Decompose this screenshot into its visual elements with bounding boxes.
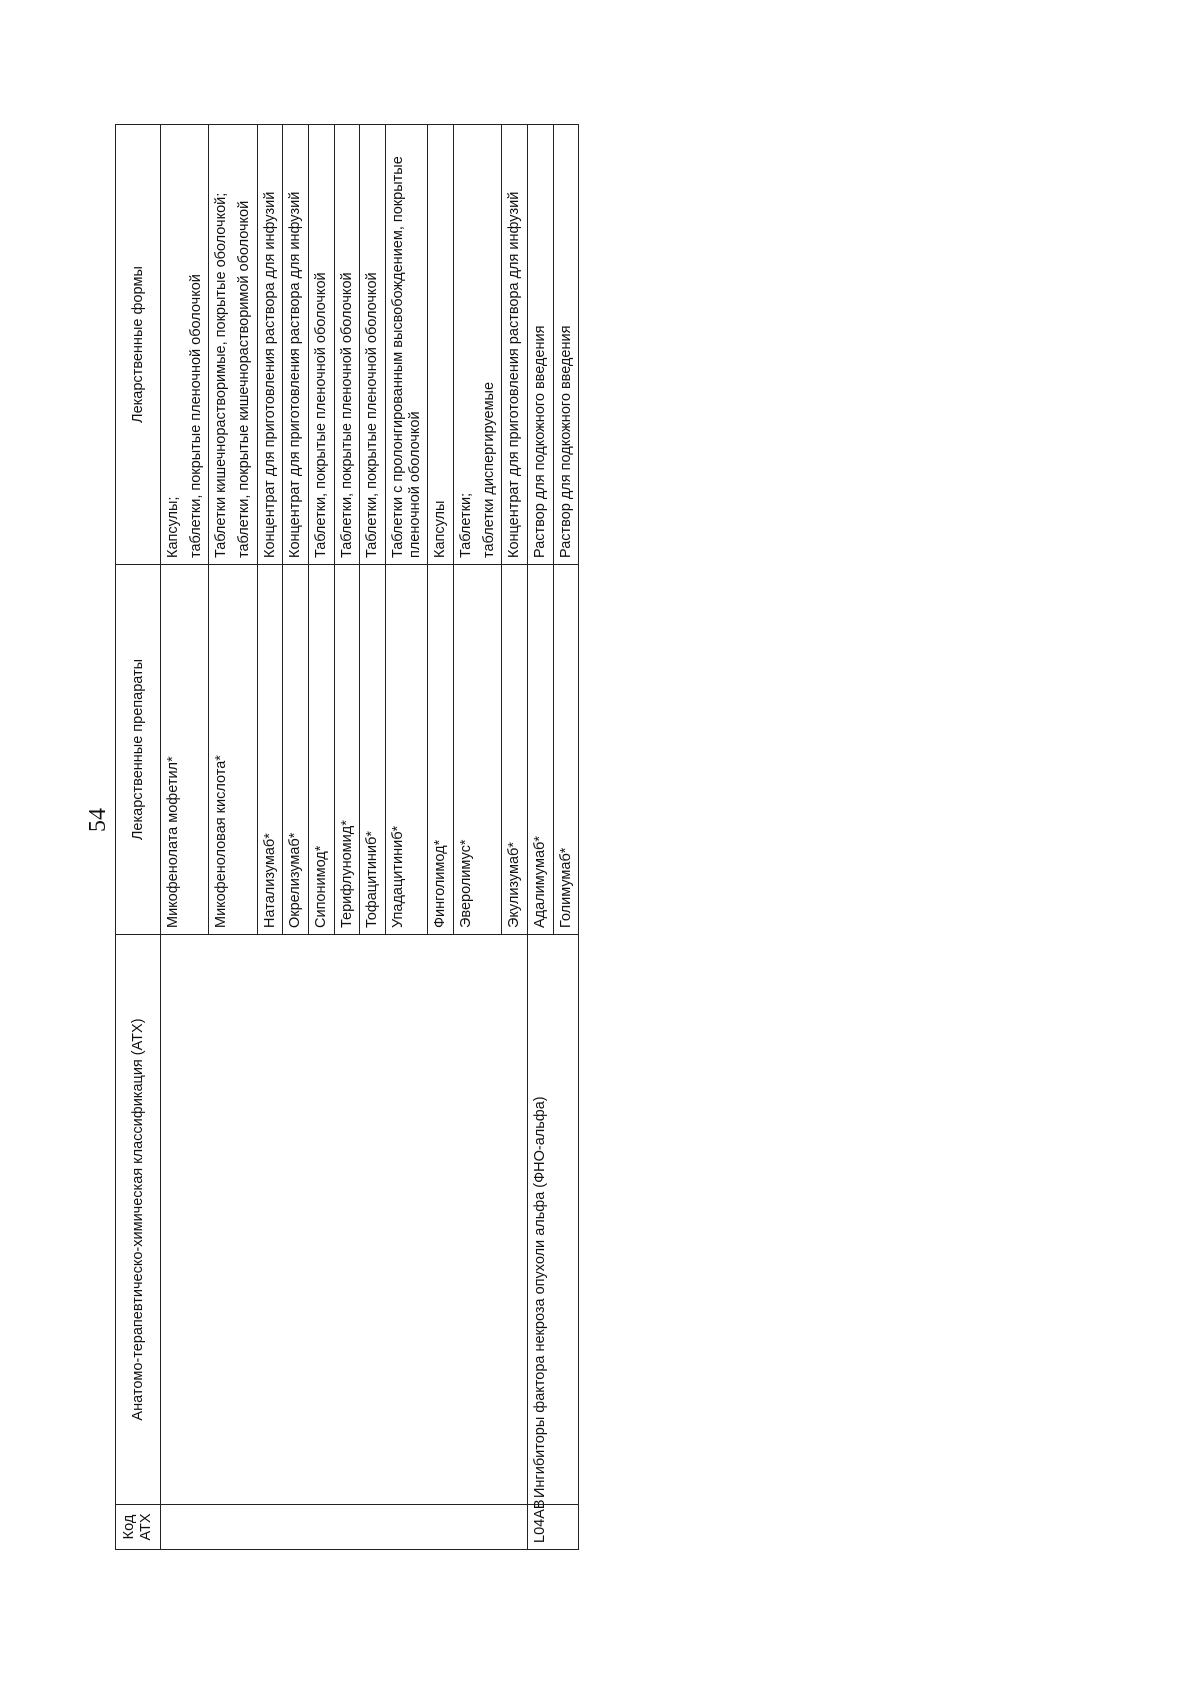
- cell-form: [283, 125, 309, 565]
- cell-drug: Тофацитиниб*: [360, 565, 386, 935]
- cell-drug: Микофенолата мофетил*: [161, 565, 209, 935]
- cell-form: [553, 125, 579, 565]
- form-line: Таблетки кишечнорастворимые, покрытые оболочкой;: [213, 192, 230, 558]
- cell-drug: Упадацитиниб*: [386, 565, 428, 935]
- page-number: 54: [85, 808, 111, 832]
- form-line: Концентрат для приготовления раствора для инфузий: [287, 191, 304, 558]
- form-line: Таблетки с пролонгированным высвобождением, покрытые пленочной оболочкой: [390, 156, 423, 558]
- cell-drug: Микофеноловая кислота*: [209, 565, 257, 935]
- rotated-table-container: [115, 125, 574, 1550]
- form-line: таблетки, покрытые кишечнорастворимой оболочкой: [236, 200, 253, 558]
- form-line: таблетки диспергируемые: [480, 381, 497, 558]
- cell-drug: Экулизумаб*: [502, 565, 528, 935]
- header-code: Код АТХ: [116, 1505, 161, 1550]
- form-line: Концентрат для приготовления раствора для инфузий: [506, 191, 523, 558]
- cell-form: [257, 125, 283, 565]
- form-line: Таблетки, покрытые пленочной оболочкой: [313, 272, 330, 558]
- form-line: Раствор для подкожного введения: [557, 325, 574, 558]
- table-header-row: [116, 125, 161, 1550]
- form-line: Капсулы;: [165, 496, 181, 558]
- cell-form: [161, 125, 209, 565]
- cell-form: [309, 125, 335, 565]
- cell-drug: Сипонимод*: [309, 565, 335, 935]
- cell-form: [209, 125, 257, 565]
- cell-atc: Ингибиторы фактора некроза опухоли альфа (ФНО-альфа): [528, 935, 579, 1505]
- form-line: Таблетки, покрытые пленочной оболочкой: [364, 272, 381, 558]
- form-line: Таблетки;: [458, 492, 475, 558]
- cell-form: [360, 125, 386, 565]
- cell-form: [454, 125, 502, 565]
- form-line: Таблетки, покрытые пленочной оболочкой: [338, 272, 355, 558]
- cell-form: [528, 125, 554, 565]
- cell-drug: Голимумаб*: [553, 565, 579, 935]
- form-line: таблетки, покрытые пленочной оболочкой: [187, 274, 204, 558]
- cell-code: L04AB: [528, 1505, 579, 1550]
- header-drug: Лекарственные препараты: [116, 565, 161, 935]
- table-body: [161, 125, 579, 1550]
- cell-atc: [161, 935, 528, 1505]
- cell-drug: Окрелизумаб*: [283, 565, 309, 935]
- header-form: Лекарственные формы: [116, 125, 161, 565]
- form-line: Капсулы: [432, 500, 449, 558]
- cell-code: [161, 1505, 528, 1550]
- cell-form: [386, 125, 428, 565]
- header-atc: Анатомо-терапевтическо-химическая классификация (АТХ): [116, 935, 161, 1505]
- cell-drug: Натализумаб*: [257, 565, 283, 935]
- cell-drug: Адалимумаб*: [528, 565, 554, 935]
- cell-form: [428, 125, 454, 565]
- cell-drug: Терифлуномид*: [334, 565, 360, 935]
- form-line: Раствор для подкожного введения: [532, 325, 549, 558]
- cell-drug: Эверолимус*: [454, 565, 502, 935]
- cell-drug: Финголимод*: [428, 565, 454, 935]
- table-row: [528, 125, 554, 1550]
- table-row: [161, 125, 209, 1550]
- atc-drug-table: [115, 124, 579, 1550]
- cell-form: [334, 125, 360, 565]
- form-line: Концентрат для приготовления раствора для инфузий: [261, 191, 278, 558]
- cell-form: [502, 125, 528, 565]
